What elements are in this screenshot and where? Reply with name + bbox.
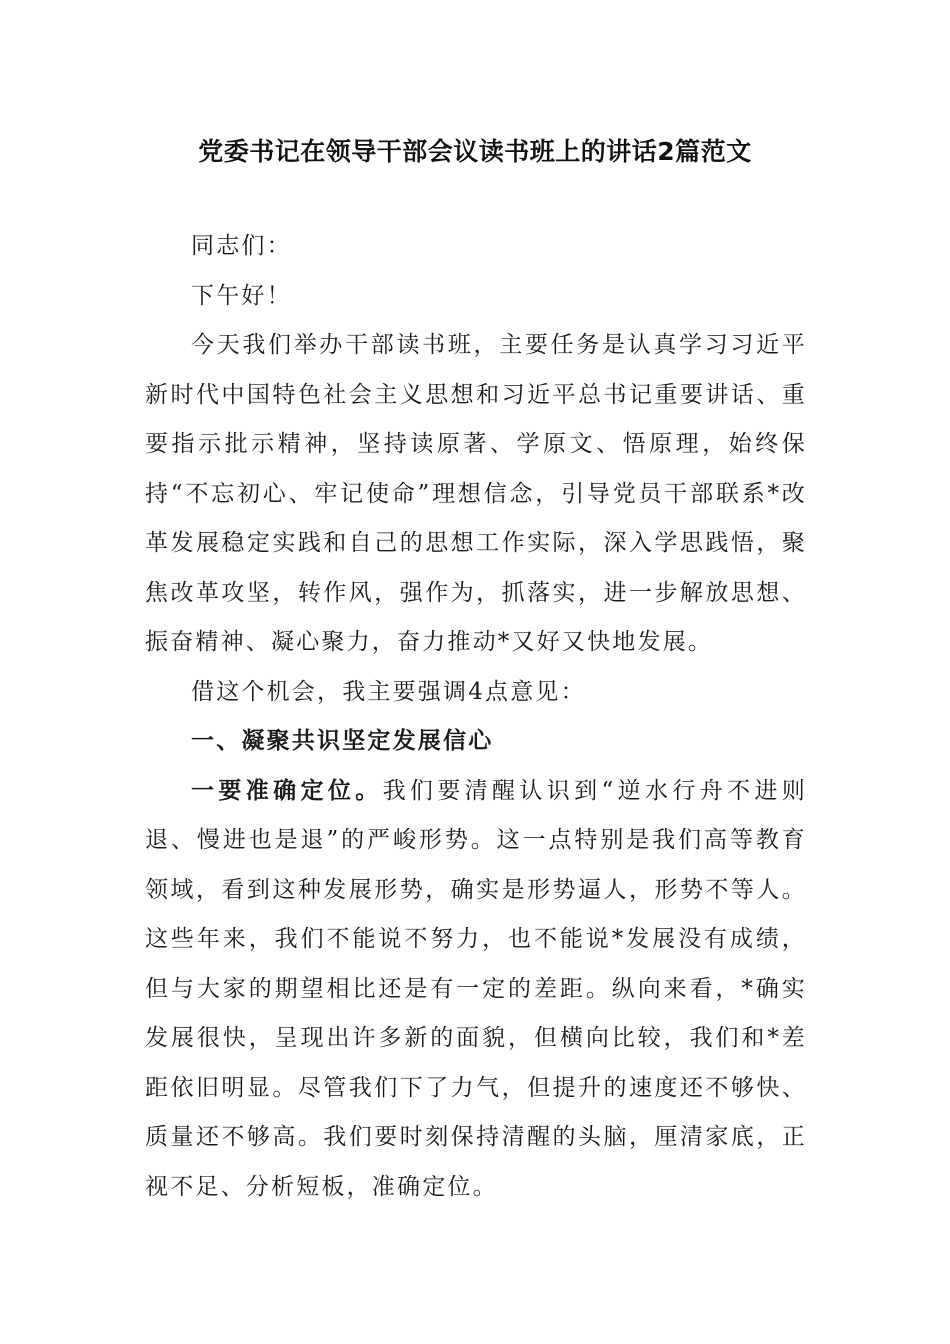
document-title: 党委书记在领导干部会议读书班上的讲话2篇范文 [198, 137, 752, 166]
paragraph-points: 借这个机会，我主要强调4点意见： [191, 678, 586, 705]
paragraph-positioning [145, 767, 807, 1213]
salutation: 下午好！ [191, 282, 292, 309]
paragraph-intro: 今天我们举办干部读书班，主要任务是认真学习习近平新时代中国特色社会主义思想和习近平总书记重要讲话、重要指示批示精神，坚持读原著、学原文、悟原理，始终保持“不忘初心、牢记使命”理想信念，引导党员干部联系*改革发展稳定实践和自己的思想工作实际，深入学思践悟，聚焦改革攻坚，转作风，强作为，抓落实，进一步解放思想、振奋精神、凝心聚力，奋力推动*又好又快地发展。 [145, 332, 807, 655]
paragraph-body: 我们要清醒认识到“逆水行舟不进则退、慢进也是退”的严峻形势。这一点特别是我们高等教育领域，看到这种发展形势，确实是形势逼人，形势不等人。这些年来，我们不能说不努力，也不能说*发展没有成绩，但与大家的期望相比还是有一定的差距。纵向来看，*确实发展很快，呈现出许多新的面貌，但横向比较，我们和*差距依旧明显。尽管我们下了力气，但提升的速度还不够快、质量还不够高。我们要时刻保持清醒的头脑，厘清家底，正视不足、分析短板，准确定位。 [145, 777, 807, 1200]
greeting: 同志们： [191, 233, 292, 259]
section-heading-1: 一、凝聚共识坚定发展信心 [191, 728, 494, 754]
document-body [145, 222, 807, 1212]
paragraph-lead: 一要准确定位。 [191, 777, 383, 804]
